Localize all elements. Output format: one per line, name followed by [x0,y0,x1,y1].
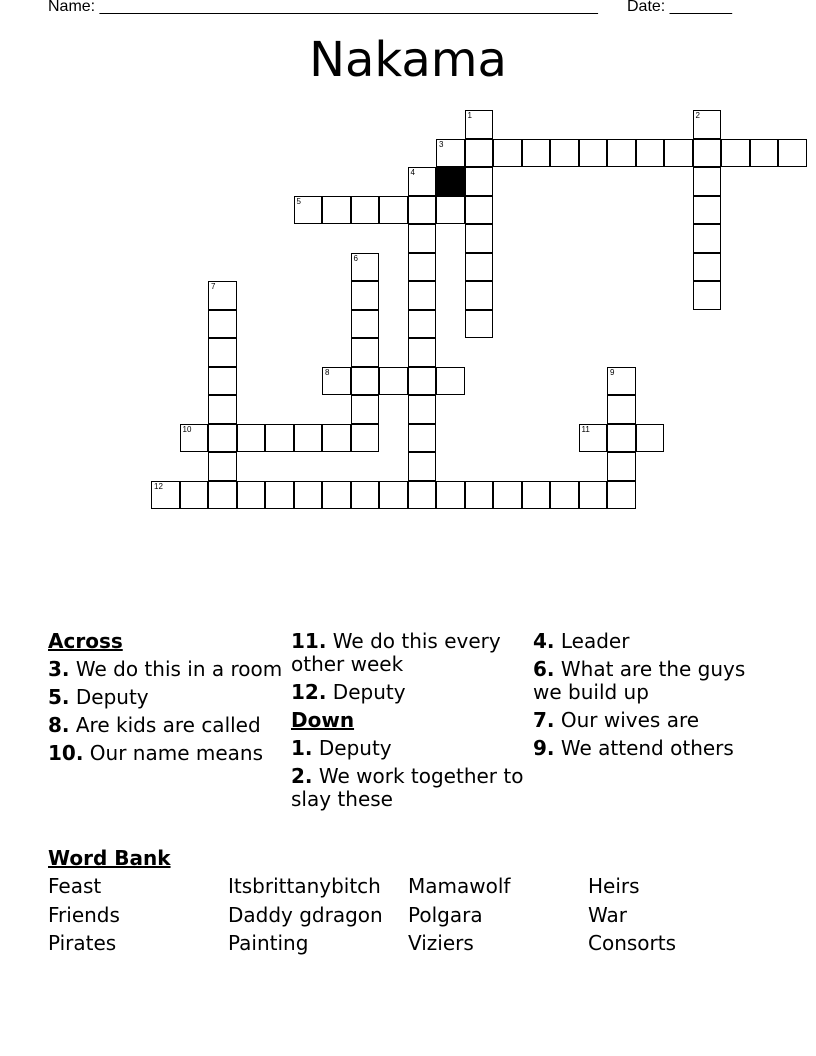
grid-cell[interactable] [408,281,437,310]
cell-number: 6 [353,253,358,263]
grid-cell[interactable] [379,481,408,510]
clue-number: 12. [291,680,327,704]
grid-cell[interactable] [607,367,636,396]
word-bank-item: Heirs [588,874,640,898]
grid-cell[interactable] [721,139,750,168]
grid-cell[interactable] [436,481,465,510]
grid-cell[interactable] [294,196,323,225]
grid-cell[interactable] [208,281,237,310]
grid-cell[interactable] [693,253,722,282]
clue-across-8 [48,714,284,737]
grid-cell[interactable] [693,167,722,196]
grid-cell[interactable] [351,253,380,282]
cell-number: 12 [154,481,163,491]
grid-cell[interactable] [408,424,437,453]
clue-text: We do this in a room [75,657,283,681]
clue-down-9 [533,737,769,760]
grid-cell[interactable] [237,424,266,453]
grid-cell[interactable] [436,196,465,225]
clue-text: Our wives are [560,708,700,732]
clue-number: 5. [48,685,70,709]
grid-cell[interactable] [465,110,494,139]
clue-down-7 [533,709,769,732]
clue-text: Deputy [332,680,406,704]
grid-cell[interactable] [265,424,294,453]
grid-cell[interactable] [522,481,551,510]
cell-number: 7 [211,282,216,291]
grid-cell[interactable] [436,367,465,396]
grid-cell[interactable] [379,367,408,396]
word-bank-item: Pirates [48,931,117,955]
word-bank-item: Consorts [588,931,677,955]
grid-cell[interactable] [208,481,237,510]
grid-cell[interactable] [322,367,351,396]
clue-down-1 [291,737,527,760]
clue-across-3 [48,658,284,681]
clue-number: 7. [533,708,555,732]
grid-cell[interactable] [550,481,579,510]
grid-cell[interactable] [351,196,380,225]
grid-cell[interactable] [351,367,380,396]
puzzle-title: Nakama [309,32,507,88]
grid-cell[interactable] [465,196,494,225]
word-bank-item: Painting [228,931,309,955]
clues-column-3 [533,630,769,765]
clue-across-12 [291,681,527,704]
grid-cell[interactable] [294,481,323,510]
cell-number: 2 [695,111,700,120]
grid-cell[interactable] [208,395,237,424]
clue-text: What are the guys we build up [533,657,746,704]
grid-cell[interactable] [493,139,522,168]
grid-cell[interactable] [579,139,608,168]
grid-cell[interactable] [208,310,237,339]
grid-cell[interactable] [379,196,408,225]
grid-cell[interactable] [208,338,237,367]
grid-cell[interactable] [693,196,722,225]
grid-cell[interactable] [778,139,807,168]
grid-cell[interactable] [465,224,494,253]
clue-number: 3. [48,657,70,681]
grid-cell[interactable] [351,395,380,424]
grid-cell[interactable] [237,481,266,510]
cell-number: 10 [182,424,192,434]
grid-cell[interactable] [550,139,579,168]
clue-number: 11. [291,629,327,653]
grid-cell[interactable] [351,481,380,510]
down-heading: Down [291,708,355,732]
grid-cell[interactable] [465,139,494,168]
grid-cell[interactable] [636,139,665,168]
cell-number: 11 [581,424,590,434]
grid-cell[interactable] [351,281,380,310]
word-bank-item: Feast [48,874,102,898]
clue-across-5 [48,686,284,709]
grid-cell[interactable] [351,310,380,339]
grid-cell[interactable] [465,310,494,339]
grid-cell[interactable] [408,253,437,282]
grid-block-cell [436,167,465,196]
clue-number: 9. [533,736,555,760]
grid-cell[interactable] [265,481,294,510]
grid-cell[interactable] [208,452,237,481]
name-line: Name: ________________________________________________________ [48,0,598,15]
word-bank-item: Friends [48,902,120,927]
across-heading: Across [48,629,123,653]
cell-number: 4 [410,168,415,177]
word-bank-item: Itsbrittanybitch [228,874,381,898]
clue-number: 10. [48,741,84,765]
grid-cell[interactable] [607,481,636,510]
grid-cell[interactable] [180,424,209,453]
grid-cell[interactable] [408,338,437,367]
grid-cell[interactable] [607,424,636,453]
grid-cell[interactable] [493,481,522,510]
grid-cell[interactable] [465,281,494,310]
cell-number: 5 [296,196,301,206]
clue-down-6 [533,658,769,704]
grid-cell[interactable] [636,424,665,453]
word-bank-title: Word Bank [48,846,171,870]
grid-cell[interactable] [408,224,437,253]
word-bank-item: Daddy gdragon [228,902,383,927]
grid-cell[interactable] [693,139,722,168]
grid-cell[interactable] [322,481,351,510]
grid-cell[interactable] [693,281,722,310]
grid-cell[interactable] [408,196,437,225]
clue-number: 8. [48,713,70,737]
word-bank-item: Viziers [408,931,474,955]
grid-cell[interactable] [607,139,636,168]
grid-cell[interactable] [408,310,437,339]
cell-number: 3 [439,139,444,149]
grid-cell[interactable] [351,424,380,453]
clue-text: Our name means [89,741,264,765]
grid-cell[interactable] [351,338,380,367]
grid-cell[interactable] [465,481,494,510]
grid-cell[interactable] [322,196,351,225]
date-line: Date: _______ [627,0,732,15]
cell-number: 1 [467,111,472,120]
cell-number: 9 [610,367,615,377]
grid-cell[interactable] [408,481,437,510]
clue-number: 4. [533,629,555,653]
grid-cell[interactable] [408,367,437,396]
grid-cell[interactable] [465,253,494,282]
clue-number: 1. [291,736,313,760]
grid-cell[interactable] [208,424,237,453]
clue-number: 2. [291,764,313,788]
cell-number: 8 [325,367,330,377]
clue-text: We do this every other week [291,629,501,676]
grid-cell[interactable] [607,395,636,424]
grid-cell[interactable] [693,224,722,253]
grid-cell[interactable] [180,481,209,510]
clue-across-10 [48,742,284,765]
clue-text: Are kids are called [75,713,261,737]
grid-cell[interactable] [579,481,608,510]
grid-cell[interactable] [408,167,437,196]
grid-cell[interactable] [408,452,437,481]
grid-cell[interactable] [408,395,437,424]
grid-cell[interactable] [465,167,494,196]
clue-number: 6. [533,657,555,681]
clue-down-2 [291,765,527,811]
word-bank-item: Polgara [408,902,483,927]
grid-cell[interactable] [693,110,722,139]
clue-text: Leader [560,629,630,653]
grid-cell[interactable] [436,139,465,168]
clue-down-4 [533,630,769,653]
grid-cell[interactable] [522,139,551,168]
grid-cell[interactable] [322,424,351,453]
grid-cell[interactable] [294,424,323,453]
clue-text: Deputy [318,736,392,760]
clues-column-2 [291,630,527,816]
clues-column-1 [48,630,284,770]
clue-text: We attend others [560,736,734,760]
grid-cell[interactable] [579,424,608,453]
grid-cell[interactable] [664,139,693,168]
grid-cell[interactable] [607,452,636,481]
word-bank-item: Mamawolf [408,874,511,898]
grid-cell[interactable] [208,367,237,396]
word-bank-item: War [588,902,627,927]
grid-cell[interactable] [151,481,180,510]
clue-text: We work together to slay these [291,764,524,811]
clue-across-11 [291,630,527,676]
clue-text: Deputy [75,685,149,709]
grid-cell[interactable] [750,139,779,168]
